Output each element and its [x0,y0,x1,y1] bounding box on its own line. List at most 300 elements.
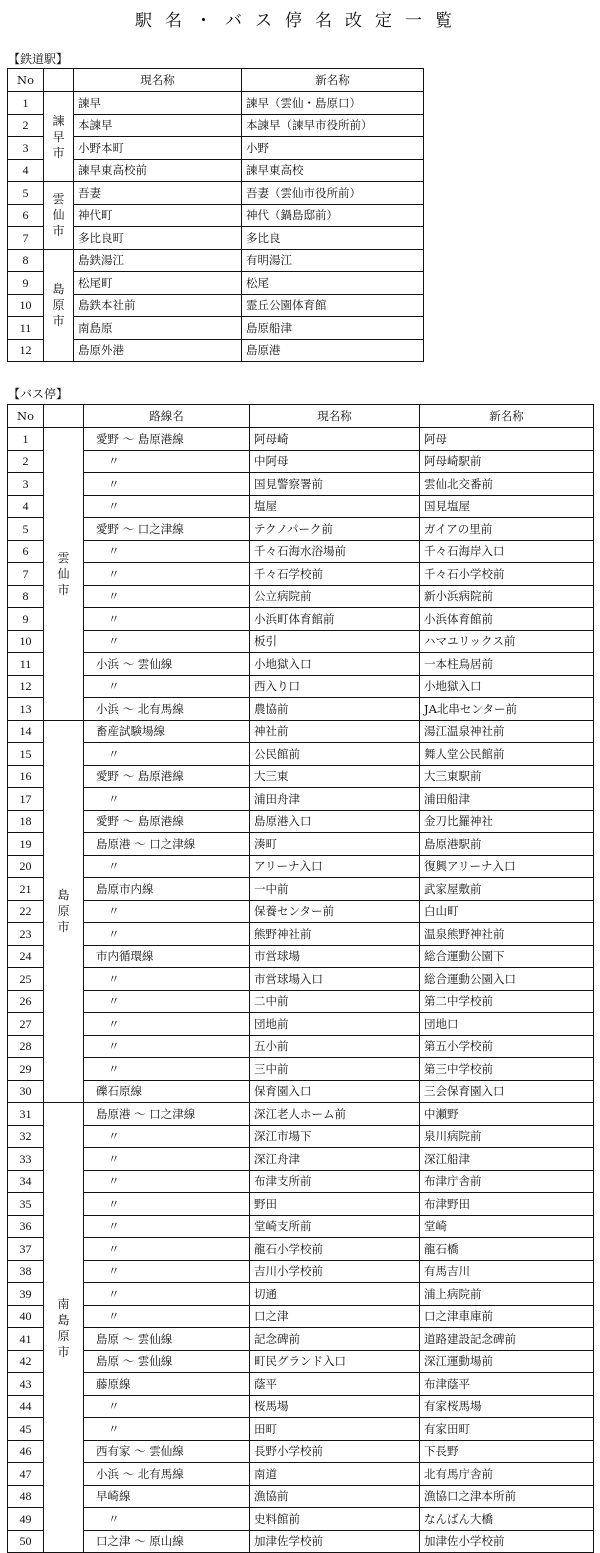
header-new-name: 新名称 [420,405,594,428]
new-name: 霊丘公園体育館 [242,294,424,317]
table-row [8,810,594,833]
new-name: 泉川病院前 [420,1125,594,1148]
row-number: 49 [8,1508,44,1531]
new-name: 本諫早（諫早市役所前） [242,114,424,137]
row-number: 15 [8,743,44,766]
row-number: 1 [8,92,44,115]
current-name: 島鉄湯江 [74,249,242,272]
header-no: No [8,405,44,428]
new-name: 道路建設記念碑前 [420,1328,594,1351]
row-number: 11 [8,653,44,676]
table-row [8,720,594,743]
current-name: 松尾町 [74,272,242,295]
current-name: 吾妻 [74,182,242,205]
table-row [8,1035,594,1058]
current-name: アリーナ入口 [250,855,420,878]
header-municipality [44,405,84,428]
route-name: 〃 [84,675,250,698]
row-number: 34 [8,1170,44,1193]
new-name: 龍石橋 [420,1238,594,1261]
table-row [8,450,594,473]
table-row [8,1058,594,1081]
current-name: 多比良町 [74,227,242,250]
route-name: 島原市内線 [84,878,250,901]
row-number: 24 [8,945,44,968]
current-name: 漁協前 [250,1485,420,1508]
current-name: 布津支所前 [250,1170,420,1193]
row-number: 19 [8,833,44,856]
row-number: 13 [8,698,44,721]
route-name: 〃 [84,473,250,496]
table-row [8,1148,594,1171]
current-name: 本諫早 [74,114,242,137]
route-name: 口之津 ～ 原山線 [84,1530,250,1553]
current-name: 千々石海水浴場前 [250,540,420,563]
current-name: 市営球場入口 [250,968,420,991]
current-name: 千々石学校前 [250,563,420,586]
row-number: 30 [8,1080,44,1103]
header-municipality [44,69,74,92]
current-name: 史料館前 [250,1508,420,1531]
route-name: 島原 ～ 雲仙線 [84,1328,250,1351]
table-row [8,249,424,272]
new-name: 小野 [242,137,424,160]
route-name: 〃 [84,1125,250,1148]
row-number: 47 [8,1463,44,1486]
current-name: 神代町 [74,204,242,227]
table-row [8,878,594,901]
current-name: 切通 [250,1283,420,1306]
table-row [8,1463,594,1486]
municipality-name: 島原市 [52,282,65,329]
table-row [8,1440,594,1463]
current-name: 深江舟津 [250,1148,420,1171]
table-row [8,428,594,451]
route-name: 〃 [84,1395,250,1418]
table-row [8,1215,594,1238]
row-number: 10 [8,630,44,653]
row-number: 18 [8,810,44,833]
new-name: 小浜体育館前 [420,608,594,631]
new-name: なんばん大橋 [420,1508,594,1531]
row-number: 2 [8,114,44,137]
route-name: 〃 [84,495,250,518]
new-name: 団地口 [420,1013,594,1036]
route-name: 〃 [84,1058,250,1081]
current-name: 湊町 [250,833,420,856]
table-row [8,1103,594,1126]
table-row [8,1260,594,1283]
current-name: 小浜町体育館前 [250,608,420,631]
current-name: 島原港入口 [250,810,420,833]
new-name: 浦上病院前 [420,1283,594,1306]
current-name: 公立病院前 [250,585,420,608]
municipality-cell [44,428,84,721]
table-row [8,182,424,205]
new-name: 小地獄入口 [420,675,594,698]
row-number: 29 [8,1058,44,1081]
current-name: 阿母崎 [250,428,420,451]
row-number: 48 [8,1485,44,1508]
row-number: 9 [8,272,44,295]
new-name: 布津蔭平 [420,1373,594,1396]
municipality-name: 諫早市 [52,113,65,160]
new-name: JA北串センター前 [420,698,594,721]
current-name: 小野本町 [74,137,242,160]
current-name: 市営球場 [250,945,420,968]
current-name: 堂崎支所前 [250,1215,420,1238]
current-name: 蔭平 [250,1373,420,1396]
current-name: 三中前 [250,1058,420,1081]
new-name: 大三東駅前 [420,765,594,788]
current-name: 熊野神社前 [250,923,420,946]
route-name: 早崎線 [84,1485,250,1508]
row-number: 10 [8,294,44,317]
row-number: 7 [8,227,44,250]
row-number: 16 [8,765,44,788]
route-name: 〃 [84,855,250,878]
municipality-cell [44,182,74,250]
route-name: 〃 [84,1215,250,1238]
row-number: 33 [8,1148,44,1171]
current-name: 二中前 [250,990,420,1013]
new-name: 諫早（雲仙・島原口） [242,92,424,115]
route-name: 愛野 ～ 島原港線 [84,428,250,451]
municipality-name: 雲仙市 [57,550,70,597]
row-number: 37 [8,1238,44,1261]
row-number: 9 [8,608,44,631]
row-number: 7 [8,563,44,586]
table-row [8,1305,594,1328]
header-current-name: 現名称 [250,405,420,428]
current-name: 国見警察署前 [250,473,420,496]
route-name: 〃 [84,788,250,811]
new-name: ガイアの里前 [420,518,594,541]
route-name: 〃 [84,630,250,653]
current-name: 記念碑前 [250,1328,420,1351]
current-name: 保養センター前 [250,900,420,923]
current-name: 公民館前 [250,743,420,766]
table-row [8,833,594,856]
table-row [8,518,594,541]
rail-section-label: 【鉄道駅】 [8,52,69,66]
new-name: 深江船津 [420,1148,594,1171]
route-name: 西有家 ～ 雲仙線 [84,1440,250,1463]
current-name: 口之津 [250,1305,420,1328]
route-name: 〃 [84,923,250,946]
row-number: 44 [8,1395,44,1418]
route-name: 〃 [84,563,250,586]
row-number: 2 [8,450,44,473]
route-name: 〃 [84,1305,250,1328]
row-number: 11 [8,317,44,340]
new-name: 堂崎 [420,1215,594,1238]
table-row [8,1328,594,1351]
new-name: 第二中学校前 [420,990,594,1013]
new-name: 舞人堂公民館前 [420,743,594,766]
table-row [8,585,594,608]
new-name: 阿母 [420,428,594,451]
row-number: 17 [8,788,44,811]
new-name: 神代（鍋島邸前） [242,204,424,227]
municipality-name: 南島原市 [57,1296,70,1359]
table-row [8,1080,594,1103]
table-row [8,1418,594,1441]
table-row [8,1485,594,1508]
route-name: 〃 [84,1238,250,1261]
row-number: 22 [8,900,44,923]
current-name: 田町 [250,1418,420,1441]
table-row [8,675,594,698]
route-name: 〃 [84,585,250,608]
route-name: 〃 [84,1148,250,1171]
new-name: 有明湯江 [242,249,424,272]
new-name: 金刀比羅神社 [420,810,594,833]
header-new-name: 新名称 [242,69,424,92]
current-name: 吉川小学校前 [250,1260,420,1283]
new-name: 松尾 [242,272,424,295]
new-name: 島原港駅前 [420,833,594,856]
row-number: 6 [8,204,44,227]
new-name: 第五小学校前 [420,1035,594,1058]
route-name: 愛野 ～ 口之津線 [84,518,250,541]
table-row [8,1530,594,1553]
new-name: 中瀬野 [420,1103,594,1126]
new-name: 布津野田 [420,1193,594,1216]
new-name: 一本柱鳥居前 [420,653,594,676]
table-row [8,1193,594,1216]
row-number: 40 [8,1305,44,1328]
route-name: 藤原線 [84,1373,250,1396]
row-number: 27 [8,1013,44,1036]
current-name: 神社前 [250,720,420,743]
route-name: 礫石原線 [84,1080,250,1103]
table-row [8,608,594,631]
new-name: 島原港 [242,339,424,362]
new-name: 有馬吉川 [420,1260,594,1283]
route-name: 〃 [84,1260,250,1283]
current-name: 島原外港 [74,339,242,362]
route-name: 愛野 ～ 島原港線 [84,810,250,833]
table-row [8,765,594,788]
new-name: 加津佐小学校前 [420,1530,594,1553]
row-number: 46 [8,1440,44,1463]
row-number: 4 [8,159,44,182]
current-name: 南道 [250,1463,420,1486]
row-number: 5 [8,182,44,205]
new-name: 多比良 [242,227,424,250]
new-name: 布津庁舎前 [420,1170,594,1193]
current-name: 町民グランド入口 [250,1350,420,1373]
new-name: 吾妻（雲仙市役所前） [242,182,424,205]
route-name: 〃 [84,608,250,631]
municipality-cell [44,1103,84,1553]
municipality-cell [44,720,84,1103]
route-name: 〃 [84,540,250,563]
current-name: 諫早東高校前 [74,159,242,182]
table-row [8,495,594,518]
route-name: 〃 [84,1170,250,1193]
row-number: 6 [8,540,44,563]
new-name: 総合運動公園下 [420,945,594,968]
route-name: 〃 [84,1283,250,1306]
table-row [8,630,594,653]
current-name: 中阿母 [250,450,420,473]
current-name: 深江老人ホーム前 [250,1103,420,1126]
current-name: 西入り口 [250,675,420,698]
route-name: 畜産試験場線 [84,720,250,743]
route-name: 小浜 ～ 北有馬線 [84,1463,250,1486]
route-name: 小浜 ～ 雲仙線 [84,653,250,676]
row-number: 35 [8,1193,44,1216]
row-number: 26 [8,990,44,1013]
row-number: 43 [8,1373,44,1396]
new-name: 有家桜馬場 [420,1395,594,1418]
table-row [8,473,594,496]
table-row [8,945,594,968]
row-number: 41 [8,1328,44,1351]
new-name: 諫早東高校 [242,159,424,182]
new-name: 復興アリーナ入口 [420,855,594,878]
new-name: 漁協口之津本所前 [420,1485,594,1508]
header-no: No [8,69,44,92]
new-name: 浦田船津 [420,788,594,811]
new-name: 有家田町 [420,1418,594,1441]
row-number: 23 [8,923,44,946]
table-row [8,698,594,721]
current-name: 塩屋 [250,495,420,518]
route-name: 〃 [84,1508,250,1531]
current-name: 龍石小学校前 [250,1238,420,1261]
route-name: 〃 [84,1013,250,1036]
current-name: 深江市場下 [250,1125,420,1148]
row-number: 8 [8,249,44,272]
bus-section-label: 【バス停】 [8,387,69,401]
row-number: 25 [8,968,44,991]
current-name: 加津佐学校前 [250,1530,420,1553]
route-name: 〃 [84,743,250,766]
table-row [8,1350,594,1373]
current-name: 団地前 [250,1013,420,1036]
route-name: 島原 ～ 雲仙線 [84,1350,250,1373]
route-name: 〃 [84,968,250,991]
current-name: 一中前 [250,878,420,901]
row-number: 4 [8,495,44,518]
table-row [8,1283,594,1306]
municipality-name: 雲仙市 [52,192,65,239]
row-number: 50 [8,1530,44,1553]
table-row [8,743,594,766]
row-number: 45 [8,1418,44,1441]
table-row [8,92,424,115]
municipality-cell [44,92,74,182]
rail-station-table [7,68,424,362]
route-name: 〃 [84,450,250,473]
row-number: 14 [8,720,44,743]
page-title: 駅名・バス停名改定一覧 [135,11,465,31]
new-name: 三会保育園入口 [420,1080,594,1103]
row-number: 21 [8,878,44,901]
table-row [8,653,594,676]
table-row [8,1508,594,1531]
table-row [8,1125,594,1148]
new-name: 阿母崎駅前 [420,450,594,473]
route-name: 愛野 ～ 島原港線 [84,765,250,788]
table-row [8,923,594,946]
current-name: 五小前 [250,1035,420,1058]
header-route-name: 路線名 [84,405,250,428]
current-name: 諫早 [74,92,242,115]
route-name: 島原港 ～ 口之津線 [84,833,250,856]
row-number: 3 [8,137,44,160]
row-number: 38 [8,1260,44,1283]
row-number: 12 [8,339,44,362]
table-row [8,540,594,563]
row-number: 12 [8,675,44,698]
row-number: 39 [8,1283,44,1306]
table-row [8,1013,594,1036]
municipality-cell [44,249,74,362]
current-name: 南島原 [74,317,242,340]
new-name: 北有馬庁舎前 [420,1463,594,1486]
new-name: 雲仙北交番前 [420,473,594,496]
new-name: 総合運動公園入口 [420,968,594,991]
new-name: 湯江温泉神社前 [420,720,594,743]
table-row [8,1373,594,1396]
current-name: 桜馬場 [250,1395,420,1418]
route-name: 市内循環線 [84,945,250,968]
new-name: 島原船津 [242,317,424,340]
route-name: 〃 [84,1193,250,1216]
new-name: 白山町 [420,900,594,923]
table-row [8,968,594,991]
row-number: 8 [8,585,44,608]
table-row [8,900,594,923]
table-row [8,1238,594,1261]
row-number: 31 [8,1103,44,1126]
new-name: 口之津車庫前 [420,1305,594,1328]
table-row [8,788,594,811]
header-current-name: 現名称 [74,69,242,92]
new-name: 温泉熊野神社前 [420,923,594,946]
table-row [8,990,594,1013]
current-name: テクノパーク前 [250,518,420,541]
row-number: 32 [8,1125,44,1148]
new-name: 深江運動場前 [420,1350,594,1373]
current-name: 島鉄本社前 [74,294,242,317]
row-number: 36 [8,1215,44,1238]
table-header-row [8,405,594,428]
route-name: 〃 [84,1418,250,1441]
row-number: 3 [8,473,44,496]
current-name: 板引 [250,630,420,653]
new-name: ハマユリックス前 [420,630,594,653]
new-name: 新小浜病院前 [420,585,594,608]
current-name: 浦田舟津 [250,788,420,811]
row-number: 42 [8,1350,44,1373]
route-name: 小浜 ～ 北有馬線 [84,698,250,721]
row-number: 20 [8,855,44,878]
new-name: 下長野 [420,1440,594,1463]
new-name: 武家屋敷前 [420,878,594,901]
route-name: 〃 [84,1035,250,1058]
bus-stop-table [7,404,594,1553]
current-name: 大三東 [250,765,420,788]
row-number: 5 [8,518,44,541]
route-name: 〃 [84,990,250,1013]
new-name: 国見塩屋 [420,495,594,518]
new-name: 第三中学校前 [420,1058,594,1081]
